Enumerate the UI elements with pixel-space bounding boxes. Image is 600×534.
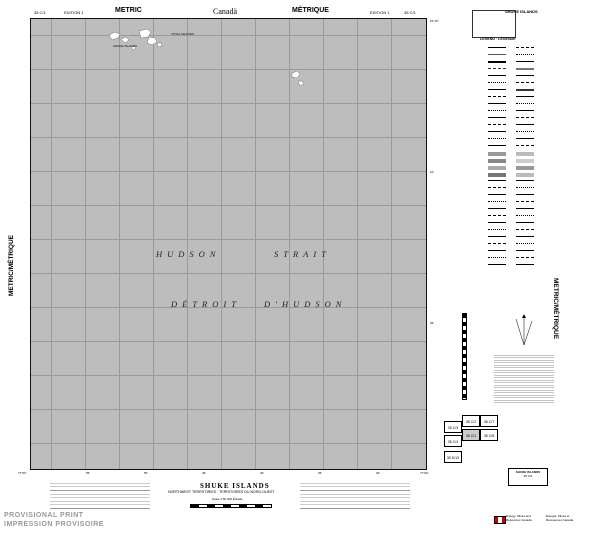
index-cell: 35 C/8 <box>480 429 498 441</box>
map-frame <box>30 18 427 470</box>
coord-mid-right: 10' <box>430 170 434 174</box>
vertical-scale-bar <box>462 313 467 400</box>
sheet-number: 35 C/1 <box>523 473 533 478</box>
declination-diagram-icon <box>504 313 544 348</box>
footer-title: SHUKE ISLANDS <box>200 482 270 490</box>
title-right: SHUKE ISLANDS <box>505 9 538 14</box>
side-label-right: METRIC/MÉTRIQUE <box>552 278 559 340</box>
coord-bottom-left: 77°00' <box>18 471 27 475</box>
coord-tick-4: 40' <box>260 471 264 475</box>
place-label-hudson: HUDSON <box>156 249 221 259</box>
index-cell: 35 C/2 <box>462 415 480 427</box>
footer-scale-bar <box>190 504 272 508</box>
place-label-strait: STRAIT <box>274 249 331 259</box>
index-cell: 35 C/7 <box>480 415 498 427</box>
index-cell-current: 35 C/1 <box>462 429 480 441</box>
legend-rows <box>432 46 592 276</box>
index-cell: 35 C/4 <box>444 435 462 447</box>
coord-low-right: 05' <box>430 321 434 325</box>
footer-scale-label: Scale 1:50 000 Échelle <box>212 497 243 501</box>
coord-top-right: 61°15' <box>430 19 439 23</box>
metric-left: METRIC <box>115 7 142 14</box>
island-label-shuke: SHUKE ISLANDS <box>113 44 138 48</box>
sheet-number-right: 35 C/1 <box>404 10 416 15</box>
side-label-left: METRIC/MÉTRIQUE <box>8 235 15 297</box>
island-group-north <box>91 25 201 65</box>
legend-title: LEGEND · LÉGENDE <box>480 37 516 41</box>
provisional-print-en: PROVISIONAL PRINT <box>4 512 84 519</box>
index-cell: 35 D/13 <box>444 451 462 463</box>
canada-flag-icon <box>494 516 506 524</box>
provisional-print-fr: IMPRESSION PROVISOIRE <box>4 521 104 528</box>
footer-text-left <box>50 480 150 510</box>
island-group-east <box>286 67 326 97</box>
index-cell: 35 C/3 <box>444 421 462 433</box>
coord-tick-2: 50' <box>144 471 148 475</box>
legend-info-box <box>472 10 516 38</box>
island-label-total: TOTAL ISLANDS <box>171 32 194 36</box>
coord-tick-1: 55' <box>86 471 90 475</box>
metric-right: MÉTRIQUE <box>292 7 329 14</box>
sheet-title: SHUKE ISLANDS <box>515 470 541 474</box>
department-fr: Énergie, Mines et Ressources Canada <box>546 514 574 522</box>
coord-tick-5: 35' <box>318 471 322 475</box>
footer-subtitle: NORTHWEST TERRITORIES · TERRITOIRES DU NORD-OUEST <box>168 490 275 494</box>
place-label-detroit: DÉTROIT <box>171 299 241 309</box>
sheet-number-left: 35 C/1 <box>34 10 46 15</box>
coord-tick-6: 30' <box>376 471 380 475</box>
legend-notes <box>494 353 554 403</box>
edition-right: EDITION 1 <box>370 10 390 15</box>
footer-text-right <box>300 480 410 510</box>
coord-tick-3: 45' <box>202 471 206 475</box>
index-map <box>442 413 504 465</box>
place-label-dhudson: D'HUDSON <box>264 299 347 309</box>
canada-wordmark: Canadä <box>213 7 237 16</box>
sheet-title-box <box>508 468 548 486</box>
coord-bottom-right: 77°00' <box>420 471 429 475</box>
department-en: Energy, Mines and Resources Canada <box>506 514 532 522</box>
legend-panel <box>432 8 592 528</box>
edition-left: EDITION 1 <box>64 10 84 15</box>
